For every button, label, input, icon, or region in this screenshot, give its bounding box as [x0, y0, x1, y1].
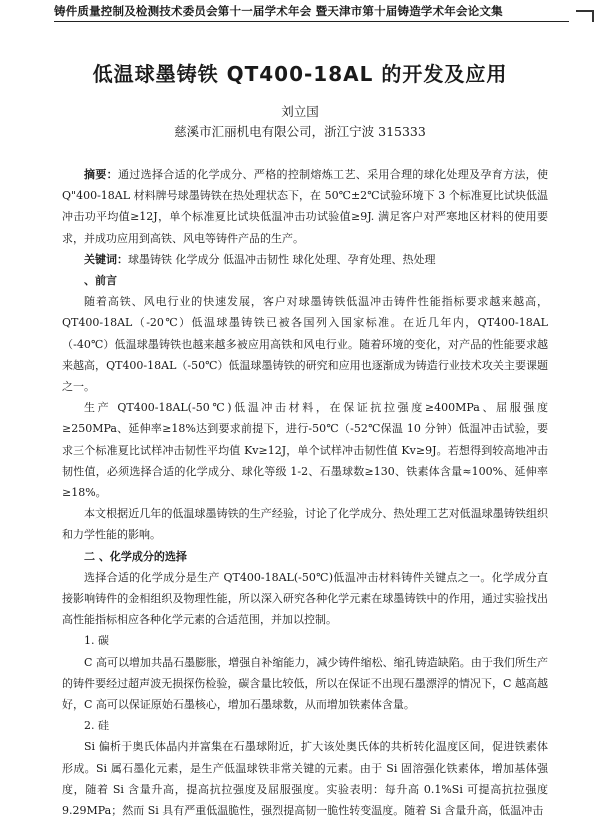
abstract-text: 通过选择合适的化学成分、严格的控制熔炼工艺、采用合理的球化处理及孕育方法，使Q"400-18AL 材料牌号球墨铸铁在热处理状态下，在 50℃±2℃试验环境下 3 个标准夏比试块低温冲击功平均值≥12J，单个标准夏比试块低温冲击功试验值≥9J. 满足客户对严寒地区材料的使用要求，并成功应用到高铁、风电等铸件产品的生产。 [62, 168, 549, 245]
keywords [62, 249, 548, 270]
affiliation: 慈溪市汇丽机电有限公司，浙江宁波 315333 [174, 124, 426, 139]
subsection-heading-silicon: 2. 硅 [84, 719, 109, 733]
scan-corner-mark [576, 10, 594, 22]
author: 刘立国 [281, 104, 319, 119]
section-heading-composition: 二 、化学成分的选择 [84, 549, 187, 563]
paper-body [62, 164, 548, 821]
paragraph: 本文根据近几年的低温球墨铸铁的生产经验，讨论了化学成分、热处理工艺对低温球墨铸铁组织和力学性能的影响。 [62, 507, 548, 542]
paragraph: Si 偏析于奥氏体晶内并富集在石墨球附近，扩大该处奥氏体的共析转化温度区间，促进铁素体形成。Si 属石墨化元素，是生产低温球铁非常关键的元素。由于 Si 固溶强化铁素体，增加基体强度，随着 Si 含量升高，提高抗拉强度及屈服强度。实验表明：每升高 0.1%Si 可提高抗拉强度 9.29MPa；然而 Si 具有严重低温脆性，强烈提高韧一脆性转变温度。随着 Si 含量升高，低温冲击 [62, 740, 548, 818]
paragraph: C 高可以增加共晶石墨膨胀，增强自补缩能力，减少铸件缩松、缩孔铸造缺陷。由于我们所生产的铸件要经过超声波无损探伤检验，碳含量比较低，所以在保证不出现石墨漂浮的情况下，C 越高越好，C 高可以保证原始石墨核心，增加石墨球数，从而增加铁素体含量。 [62, 655, 548, 712]
paragraph: 选择合适的化学成分是生产 QT400-18AL(-50℃)低温冲击材料铸件关键点之一。化学成分直接影响铸件的金相组织及物理性能，所以深入研究各种化学元素在球墨铸铁中的作用，通过实验找出高性能指标相应各种化学元素的合适范围，并加以控制。 [62, 570, 548, 627]
abstract-label: 摘要： [84, 168, 118, 181]
keywords-label: 关键词： [84, 252, 128, 266]
proceedings-header: 铸件质量控制及检测技术委员会第十一届学术年会 暨天津市第十届铸造学术年会论文集 [54, 3, 569, 22]
keywords-text: 球墨铸铁 化学成分 低温冲击韧性 球化处理、孕育处理、热处理 [128, 252, 436, 266]
subsection-heading-carbon: 1. 碳 [84, 634, 109, 648]
abstract [62, 164, 548, 249]
paragraph: 随着高铁、风电行业的快速发展，客户对球墨铸铁低温冲击铸件性能指标要求越来越高，QT400-18AL（-20℃）低温球墨铸铁已被各国列入国家标准。在近几年内，QT400-18AL（-40℃）低温球墨铸铁也越来越多被应用高铁和风电行业。随着环境的变化，对产品的性能要求越来越高，QT400-18AL（-50℃）低温球墨铸铁的研究和应用也逐渐成为铸造行业技术攻关主要课题之一。 [62, 295, 548, 394]
paper-title: 低温球墨铸铁 QT400-18AL 的开发及应用 [92, 62, 508, 86]
section-heading-intro: 、前言 [84, 274, 117, 288]
paragraph: 生产 QT400-18AL(-50℃)低温冲击材料，在保证抗拉强度≥400MPa、屈服强度≥250MPa、延伸率≥18%达到要求前提下，进行-50℃（-52℃保温 10 分钟）低温冲击试验，要求三个标准夏比试样冲击韧性平均值 Kv≥12J，单个试样冲击韧性值 Kv≥9J。若想得到较高地冲击韧性值，必须选择合适的化学成分、球化等级 1-2、石墨球数≥130、铁素体含量≈100%、延伸率≥18%。 [62, 401, 548, 500]
